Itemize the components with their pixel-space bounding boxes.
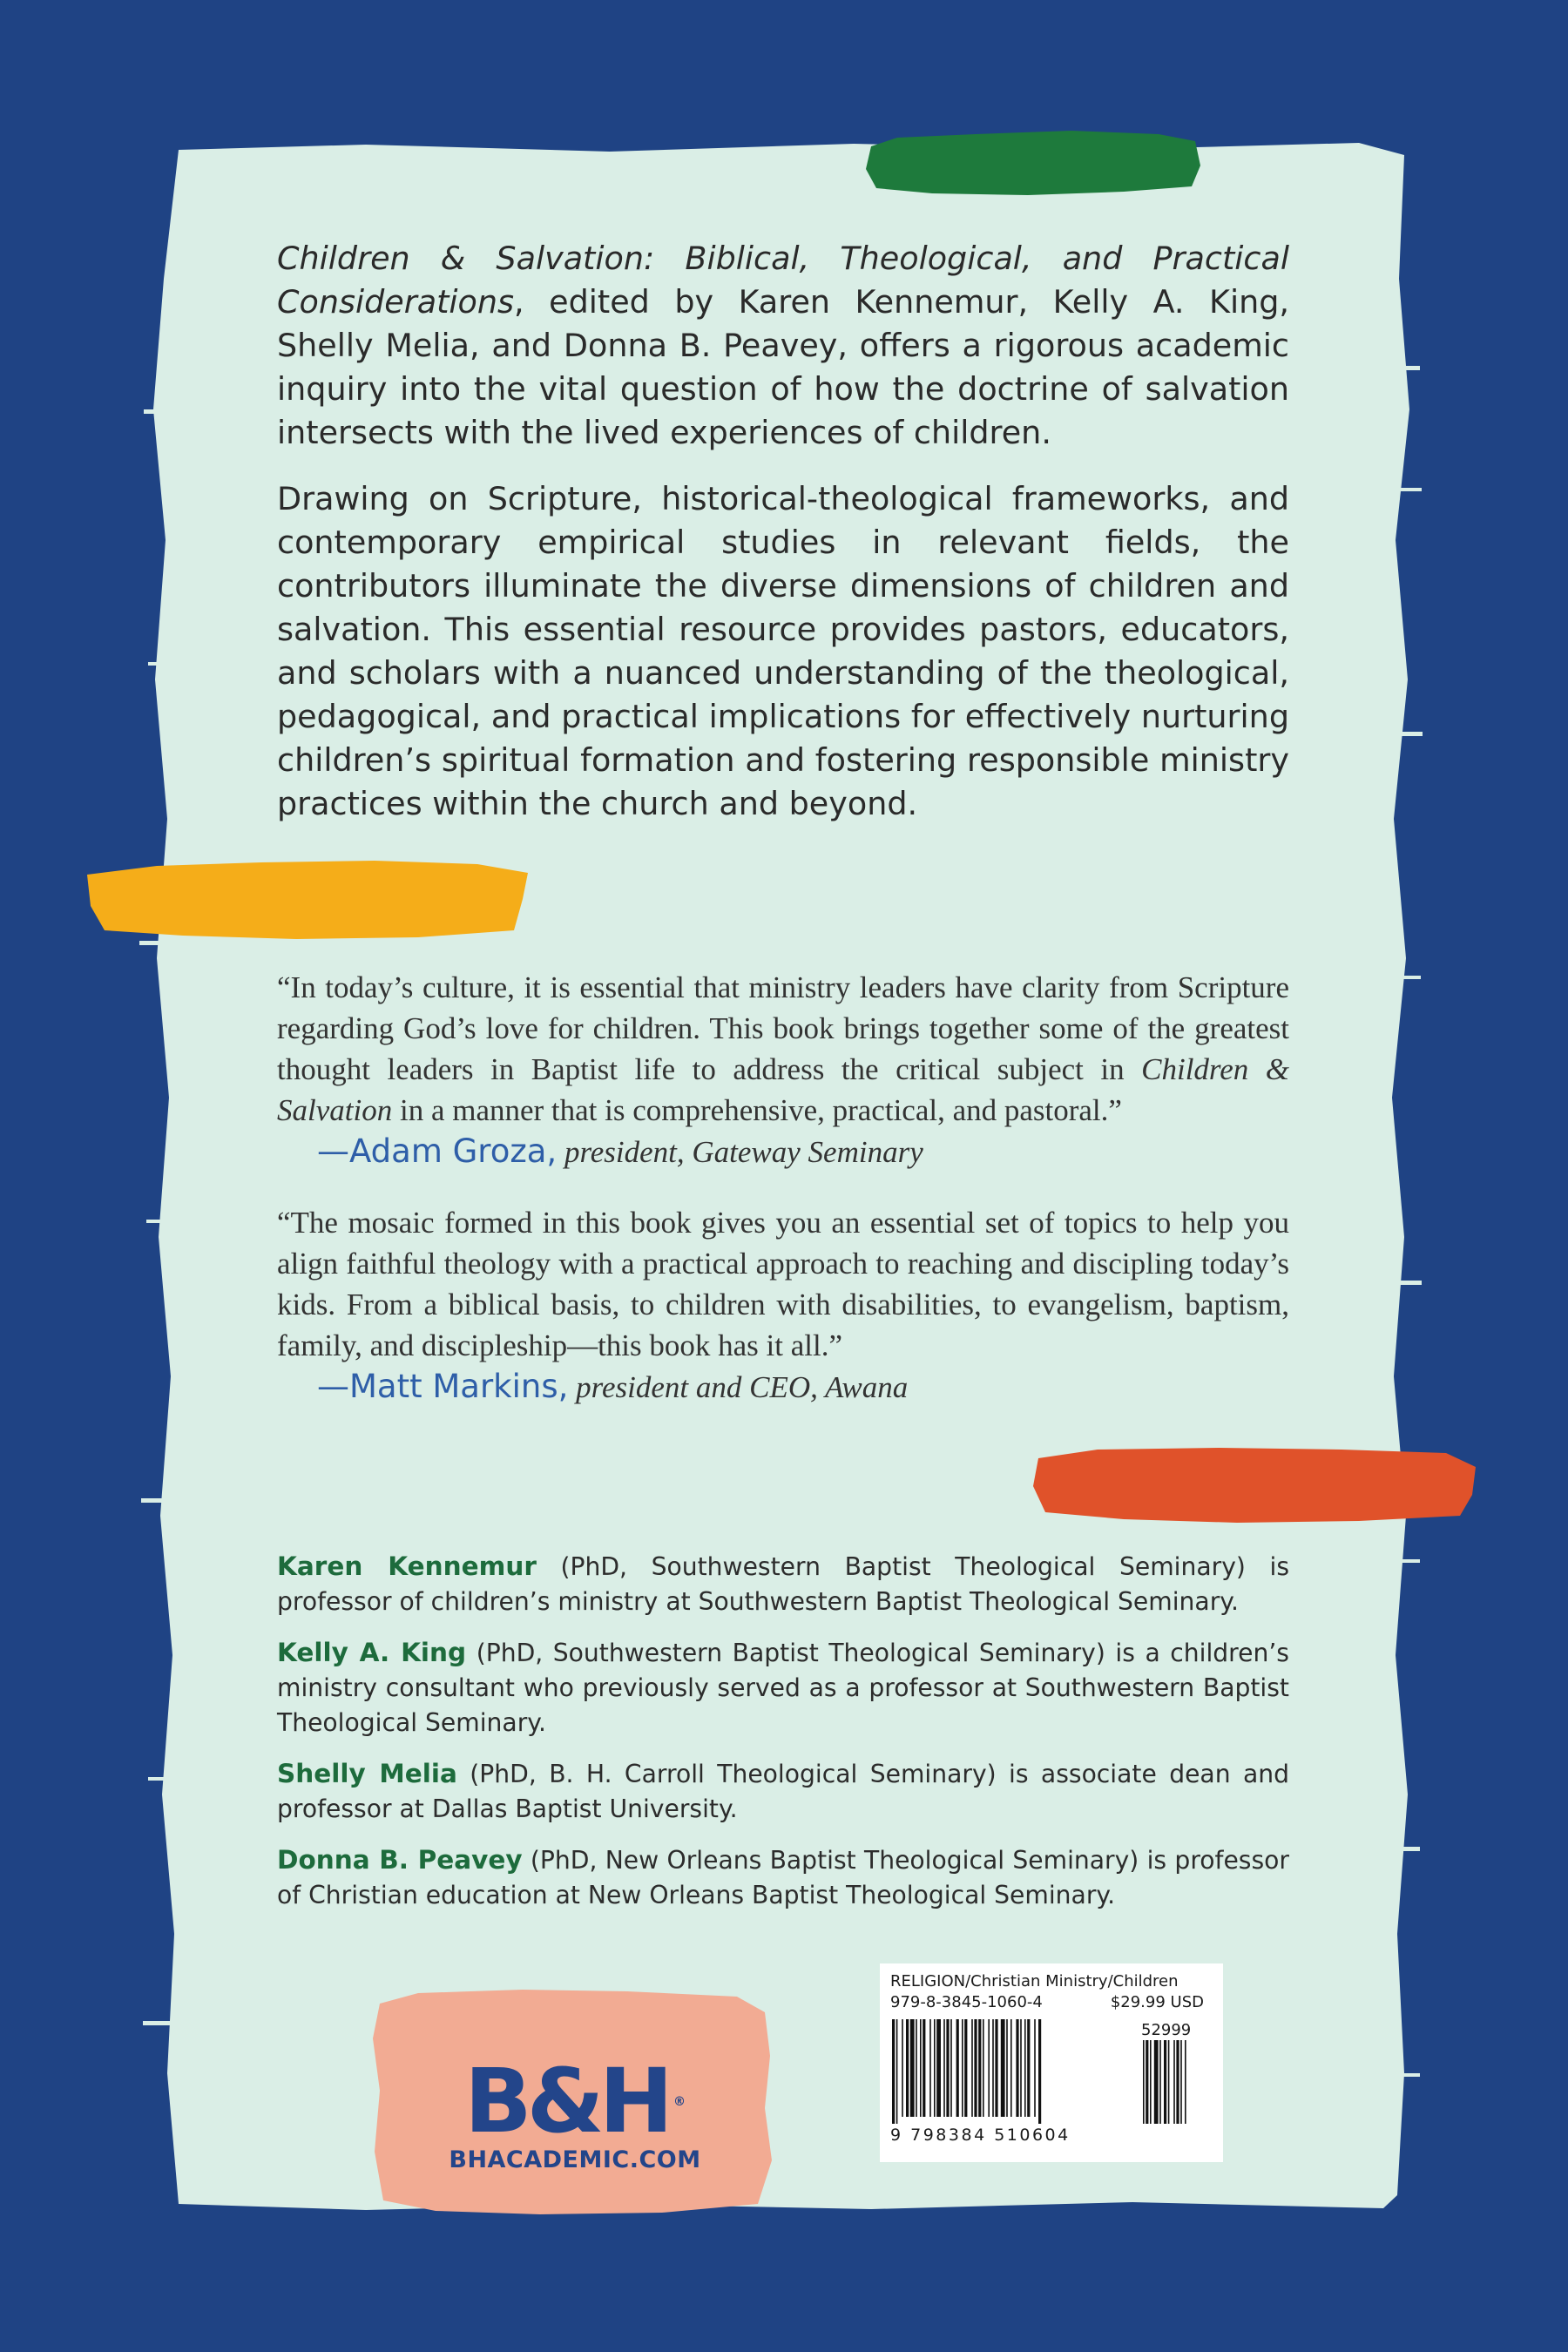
barcode-bar <box>956 2019 959 2117</box>
barcode-bar <box>1001 2019 1005 2117</box>
price: $29.99 USD <box>1110 1993 1204 2011</box>
barcode-bar <box>978 2019 981 2117</box>
author-bio-text: (PhD, B. H. Carroll Theological Seminary) is associate dean and professor at Dallas Baptist University. <box>277 1760 1289 1823</box>
endorser-name: —Matt Markins, <box>317 1368 569 1405</box>
barcode-bar <box>1038 2019 1041 2124</box>
barcode-bar <box>1034 2019 1036 2117</box>
barcode-bar <box>929 2019 931 2117</box>
barcode-bar <box>1010 2019 1012 2117</box>
barcode-bar <box>983 2019 984 2117</box>
barcode-bar <box>923 2019 925 2117</box>
registered-mark: ® <box>673 2095 686 2109</box>
barcode-bar <box>892 2019 895 2124</box>
endorsement-quote <box>277 1202 1289 1366</box>
barcode-addon-bar <box>1176 2040 1179 2124</box>
bh-logo-mark <box>436 2050 714 2153</box>
barcode-bar <box>1027 2019 1030 2117</box>
description-paragraph-1 <box>277 237 1289 455</box>
green-brush-stroke <box>866 131 1200 195</box>
book-description <box>277 237 1289 848</box>
author-name: Donna B. Peavey <box>277 1845 523 1875</box>
barcode-bar <box>916 2019 917 2117</box>
barcode-bar <box>943 2019 945 2117</box>
endorsements <box>277 967 1289 1437</box>
author-name: Kelly A. King <box>277 1638 467 1667</box>
endorser-role: president and CEO, Awana <box>568 1370 909 1404</box>
barcode-bar <box>995 2019 997 2117</box>
author-bio-text: (PhD, Southwestern Baptist Theological Seminary) is professor of children’s ministry at Southwestern Baptist Theological Seminary. <box>277 1552 1290 1616</box>
author-name: Shelly Melia <box>277 1759 457 1788</box>
isbn: 979-8-3845-1060-4 <box>890 1993 1043 2011</box>
barcode-bar <box>1024 2019 1026 2117</box>
author-bio-donna-peavey <box>277 1842 1289 1913</box>
author-bio-text: (PhD, Southwestern Baptist Theological Seminary) is a children’s ministry consultant who previously served as a professor at Southwestern Baptist Theological Seminary. <box>277 1639 1289 1737</box>
book-title: Children & Salvation: Biblical, Theological, and Practical Considerations <box>277 240 1289 321</box>
price-addon-code: 52999 <box>1141 2021 1192 2039</box>
quote-italic-title: Children & Salvation <box>277 1052 1290 1127</box>
barcode-bar <box>936 2019 941 2117</box>
barcode-bar <box>971 2019 973 2117</box>
description-paragraph-2: Drawing on Scripture, historical-theological frameworks, and contemporary empirical studies in relevant fields, the contributors illuminate the diverse dimensions of children and salvation. This essential resource provides pastors, educators, and scholars with a nuanced understanding of the theological, pedagogical, and practical implications for effectively nurturing children’s spiritual formation and fostering responsible ministry practices within the church and beyond. <box>277 480 1289 822</box>
endorsement-2 <box>277 1202 1289 1408</box>
quote-text-end: in a manner that is comprehensive, practical, and pastoral.” <box>392 1093 1122 1127</box>
barcode-bar <box>906 2019 909 2117</box>
barcode-addon-bar <box>1185 2040 1186 2124</box>
author-name: Karen Kennemur <box>277 1551 537 1581</box>
barcode-bar <box>902 2019 903 2117</box>
barcode-addon-bar <box>1164 2040 1166 2124</box>
barcode-bar <box>964 2019 967 2117</box>
barcode-area <box>890 1972 1213 2146</box>
quote-text: “In today’s culture, it is essential that ministry leaders have clarity from Scripture regarding God’s love for children. This book brings together some of the greatest thought leaders in Baptist life to address the critical subject in <box>277 970 1289 1086</box>
orange-brush-stroke <box>1033 1448 1476 1523</box>
barcode-bar <box>1020 2019 1022 2117</box>
endorsement-1 <box>277 967 1289 1173</box>
endorsement-quote <box>277 967 1289 1131</box>
publisher-url: BHACADEMIC.COM <box>449 2146 701 2173</box>
author-bio-shelly-melia <box>277 1756 1289 1827</box>
barcode-addon-bar <box>1143 2040 1145 2124</box>
barcode-bar <box>1006 2019 1008 2117</box>
description-p1-text: , edited by Karen Kennemur, Kelly A. King, Shelly Melia, and Donna B. Peavey, offers a rigorous academic inquiry into the vital question of how the doctrine of salvation intersects with the lived experiences of children. <box>277 283 1289 451</box>
publisher-logo <box>436 2047 714 2213</box>
barcode-addon-bar <box>1146 2040 1148 2124</box>
barcode-bar <box>920 2019 922 2117</box>
bisac-category: RELIGION/Christian Ministry/Children <box>890 1972 1179 1990</box>
barcode-addon-bar <box>1173 2040 1175 2124</box>
logo-text: B&H <box>463 2050 669 2153</box>
barcode-addon-bar <box>1150 2040 1152 2124</box>
endorser-name: —Adam Groza, <box>317 1132 558 1170</box>
ean-digits: 9 798384 510604 <box>890 2126 1071 2145</box>
barcode-bar <box>974 2019 977 2117</box>
barcode-bar <box>950 2019 952 2117</box>
barcode-bar <box>1016 2019 1018 2117</box>
barcode-bar <box>910 2019 915 2117</box>
author-bios <box>277 1549 1289 1929</box>
yellow-brush-stroke <box>87 861 528 939</box>
endorsement-attribution <box>317 1366 1289 1408</box>
endorser-role: president, Gateway Seminary <box>557 1135 923 1169</box>
barcode-bar <box>992 2019 994 2117</box>
barcode-bar <box>962 2019 963 2117</box>
author-bio-karen-kennemur <box>277 1549 1289 1619</box>
author-bio-text: (PhD, New Orleans Baptist Theological Seminary) is professor of Christian education at New Orleans Baptist Theological Seminary. <box>277 1846 1289 1909</box>
barcode-addon-bar <box>1168 2040 1170 2124</box>
barcode-icon <box>890 2019 1213 2124</box>
barcode-addon-bar <box>1159 2040 1161 2124</box>
barcode-bar <box>934 2019 936 2117</box>
quote-text: “The mosaic formed in this book gives you an essential set of topics to help you align faithful theology with a practical approach to reaching and discipling today’s kids. From a biblical basis, to children with disabilities, to evangelism, baptism, family, and discipleship—this book has it all.” <box>277 1206 1289 1362</box>
barcode-addon-bar <box>1154 2040 1159 2124</box>
author-bio-kelly-king <box>277 1635 1289 1740</box>
barcode-bar <box>988 2019 990 2117</box>
barcode-bar <box>946 2019 949 2117</box>
endorsement-attribution <box>317 1131 1289 1173</box>
barcode-addon-bar <box>1180 2040 1182 2124</box>
barcode-bar <box>896 2019 898 2124</box>
